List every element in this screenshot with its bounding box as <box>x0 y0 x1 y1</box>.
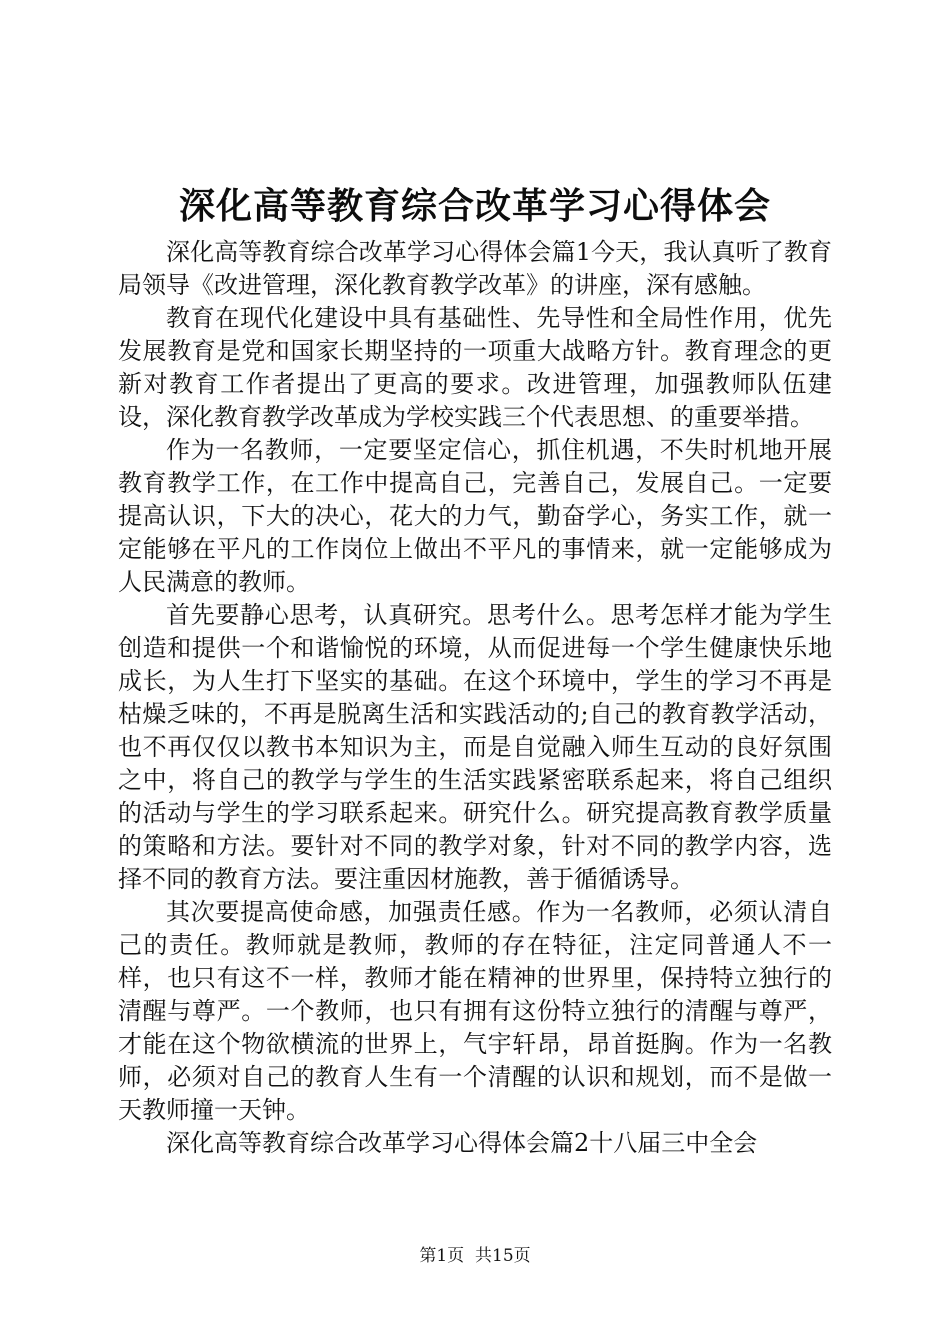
paragraph-3: 作为一名教师，一定要坚定信心，抓住机遇，不失时机地开展教育教学工作，在工作中提高自己，完善自己，发展自己。一定要提高认识，下大的决心，花大的力气，勤奋学心，务实工作，就一定能够在平凡的工作岗位上做出不平凡的事情来，就一定能够成为人民满意的教师。 <box>118 436 832 596</box>
document-body <box>118 236 832 1160</box>
page-footer <box>0 1244 950 1268</box>
paragraph-1: 深化高等教育综合改革学习心得体会篇1今天，我认真听了教育局领导《改进管理，深化教育教学改革》的讲座，深有感触。 <box>118 238 832 299</box>
page-total: 共15页 <box>475 1246 531 1266</box>
document-title: 深化高等教育综合改革学习心得体会 <box>178 185 771 227</box>
paragraph-4: 首先要静心思考，认真研究。思考什么。思考怎样才能为学生创造和提供一个和谐愉悦的环境，从而促进每一个学生健康快乐地成长，为人生打下坚实的基础。在这个环境中，学生的学习不再是枯燥乏味的，不再是脱离生活和实践活动的;自己的教育教学活动，也不再仅仅以教书本知识为主，而是自觉融入师生互动的良好氛围之中，将自己的教学与学生的生活实践紧密联系起来，将自己组织的活动与学生的学习联系起来。研究什么。研究提高教育教学质量的策略和方法。要针对不同的教学对象，针对不同的教学内容，选择不同的教育方法。要注重因材施教，善于循循诱导。 <box>118 601 832 893</box>
paragraph-5: 其次要提高使命感，加强责任感。作为一名教师，必须认清自己的责任。教师就是教师，教师的存在特征，注定同普通人不一样，也只有这不一样，教师才能在精神的世界里，保持特立独行的清醒与尊严。一个教师，也只有拥有这份特立独行的清醒与尊严，才能在这个物欲横流的世界上，气宇轩昂，昂首挺胸。作为一名教师，必须对自己的教育人生有一个清醒的认识和规划，而不是做一天教师撞一天钟。 <box>118 898 832 1124</box>
paragraph-6: 深化高等教育综合改革学习心得体会篇2十八届三中全会 <box>166 1129 758 1157</box>
paragraph-2: 教育在现代化建设中具有基础性、先导性和全局性作用，优先发展教育是党和国家长期坚持的一项重大战略方针。教育理念的更新对教育工作者提出了更高的要求。改进管理，加强教师队伍建设，深化教育教学改革成为学校实践三个代表思想、的重要举措。 <box>118 304 832 431</box>
page-number: 第1页 <box>419 1246 465 1266</box>
